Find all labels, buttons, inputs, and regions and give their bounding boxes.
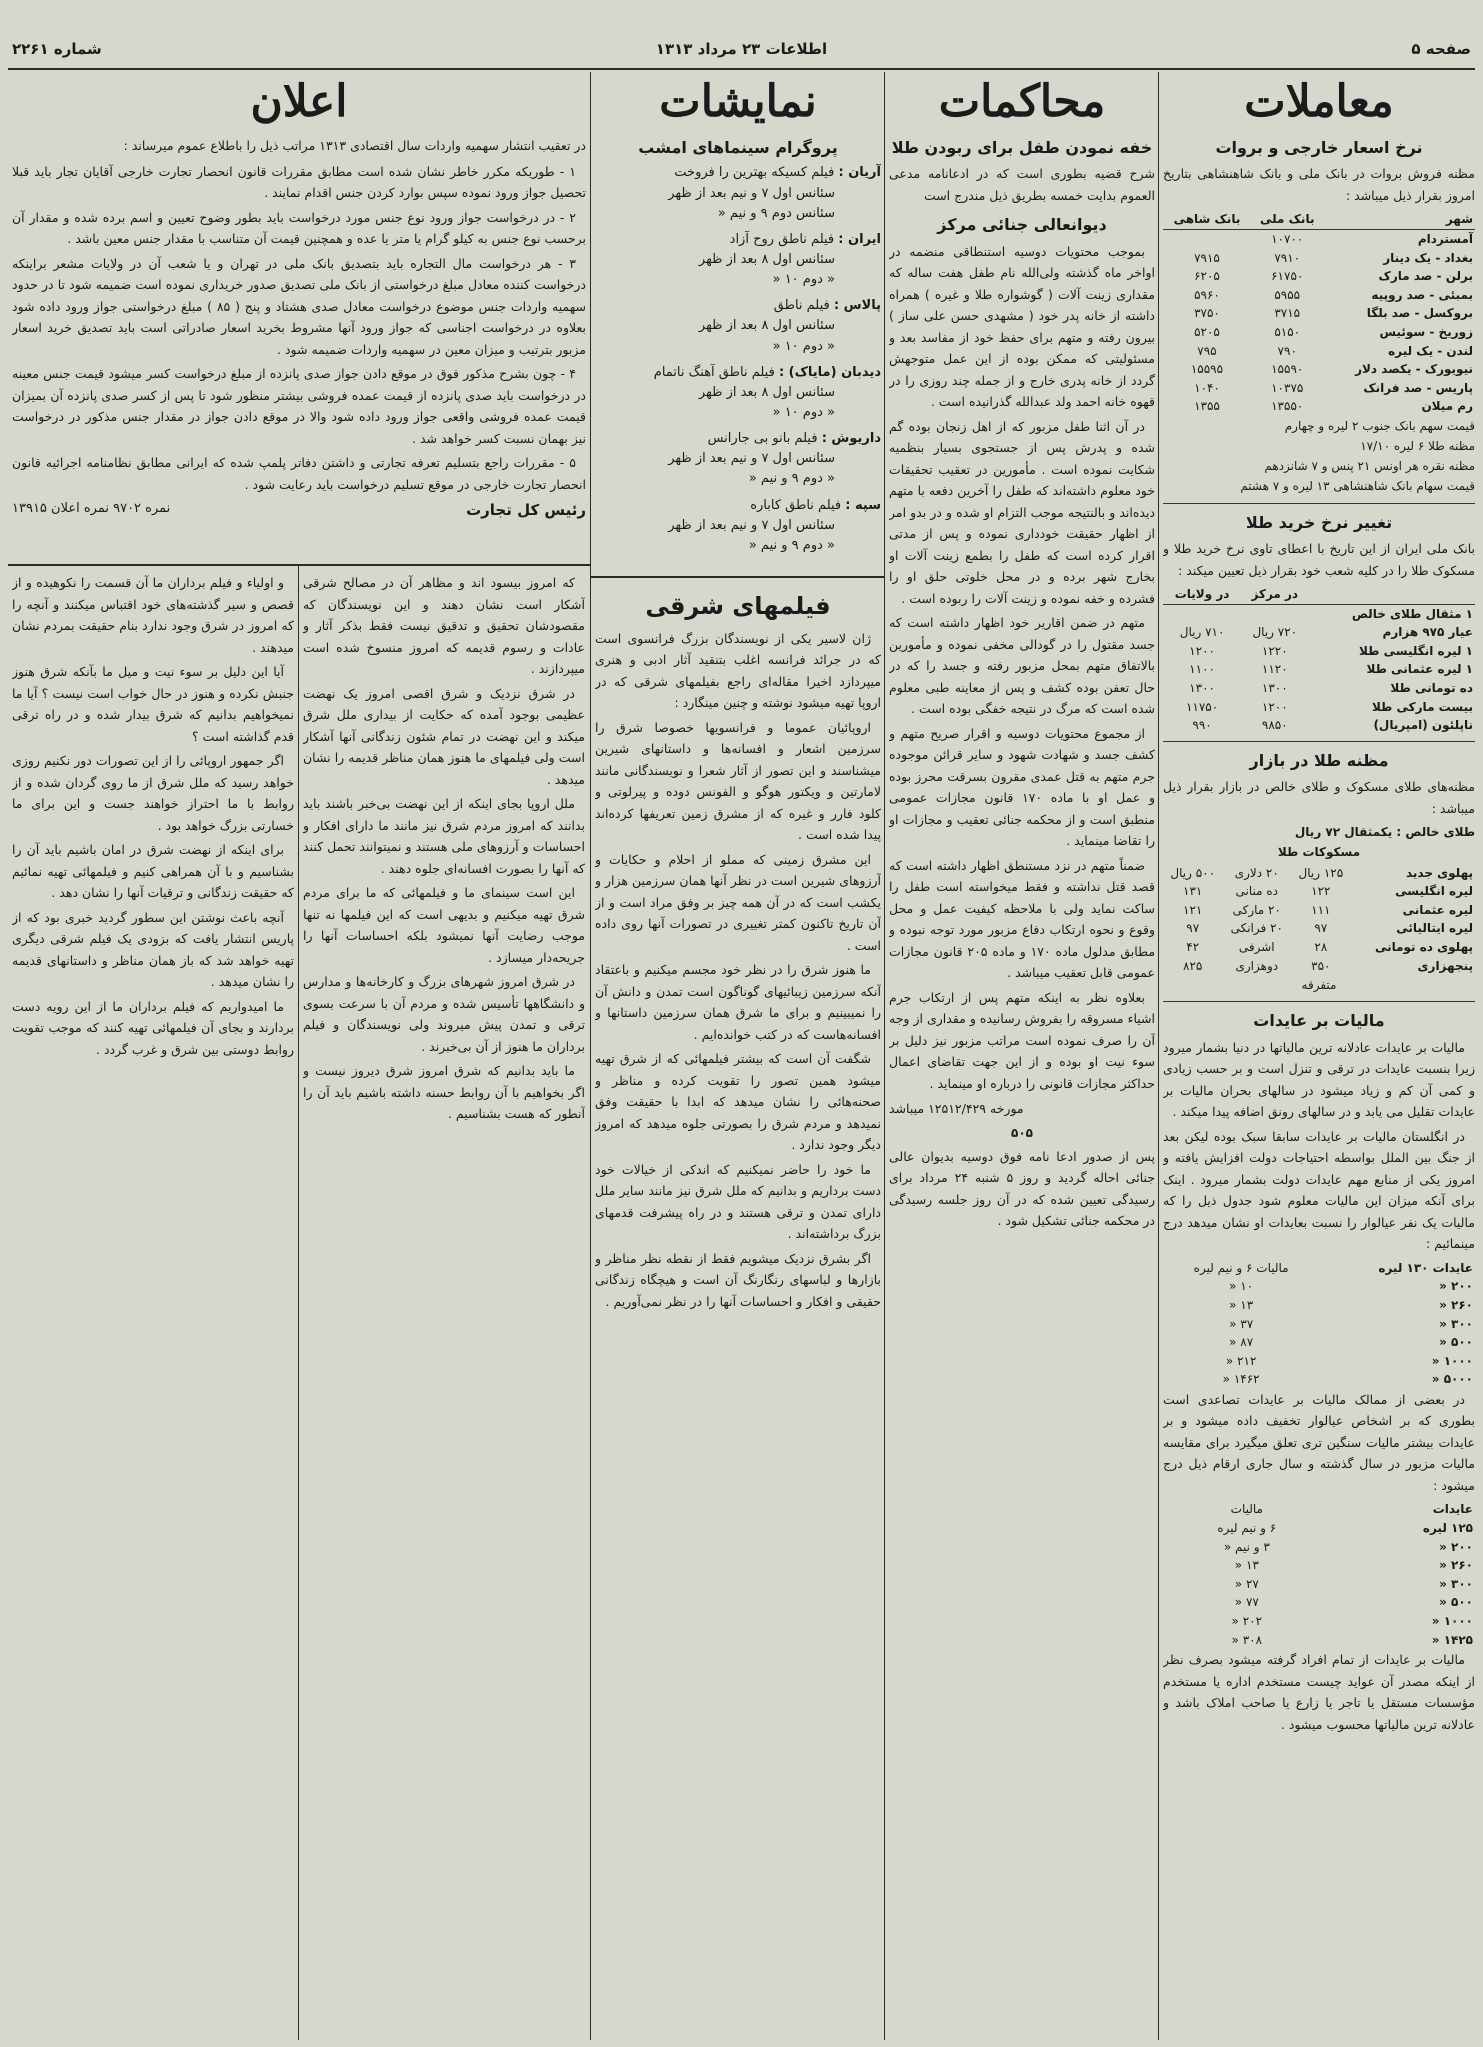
column-mohakemat (889, 72, 1155, 2040)
table-cell: نیویورک - یکصد دلار (1355, 362, 1473, 377)
table-cell: ۵۲۰۵ (1194, 324, 1220, 339)
table-cell: برلن - صد مارک (1378, 269, 1473, 284)
rates-row (1163, 397, 1475, 416)
session-first: سئانس اول ۸ بعد از ظهر (698, 384, 835, 400)
rates-row (1163, 360, 1475, 379)
table-cell: ۲۶۰ « (1439, 1558, 1473, 1573)
paragraph: ما باید بدانیم که شرق امروز شرق دیروز نیست و اگر بخواهیم با آن روابط حسنه داشته باشیم باید آن را آنطور که هست بشناسیم . (303, 1063, 585, 1121)
table-cell: ۱۴۶۲ « (1222, 1372, 1260, 1387)
cinema-name: سپه : (845, 497, 881, 513)
paragraph: ژان لاسیر یکی از نویسندگان بزرگ فرانسوی است که در جرائد فرانسه اغلب بتنقید آثار ادبی و هنری میپردازد اخیرا مقاله‌ای راجع بفیلمهای شرقی که در اروپا تهیه میشود نوشته و چنین مینگارد : (595, 630, 881, 711)
table-cell: ۱۰۴۰ (1194, 380, 1220, 395)
table-cell: ۱۰۰۰ « (1431, 1613, 1473, 1628)
table-cell: ۷۲۰ ریال (1252, 625, 1298, 640)
bazaar-intro: مظنه‌های طلای مسکوک و طلای خالص در بازار بقرار ذیل میباشد : (1163, 779, 1475, 816)
paragraph: در شرق امروز شهرهای بزرگ و کارخانه‌ها و مدارس و دانشگاهها تأسیس شده و مردم آن با سرعت بسوی ترقی و تمدن پیش میروند ولی نویسندگان و فیلم برداران ما هنوز از آن بی‌خبرند . (303, 974, 585, 1054)
session-second: « دوم ۹ و نیم « (748, 471, 835, 487)
header-rule (8, 68, 1475, 70)
table-cell: ۱۲۰۰ (1261, 699, 1288, 714)
coin-row (1163, 938, 1475, 957)
table-cell: ۷۱۰ ریال (1179, 625, 1225, 640)
cinema-entry (595, 429, 881, 489)
elan-number: نمره ۹۷۰۲ نمره اعلان ۱۳۹۱۵ (12, 501, 171, 516)
table-cell: بانک ملی (1251, 210, 1324, 229)
table-cell: ۲۱۲ « (1225, 1353, 1257, 1368)
column-namayesh (595, 72, 881, 574)
table-cell: ۱۱۰۰ (1189, 662, 1215, 677)
table-cell: ۱۴۲۵ « (1431, 1632, 1473, 1647)
table-cell: ۱۱۱ (1311, 902, 1331, 917)
case-body (889, 241, 1155, 1095)
divider (1163, 741, 1475, 742)
table-cell: پهلوی ده تومانی (1374, 939, 1473, 954)
table-cell: ۱۲۵ لیره (1422, 1520, 1473, 1535)
session-second: « دوم ۱۰ « (772, 338, 835, 354)
gold-row (1163, 679, 1475, 698)
paragraph: ۵ - مقررات راجع بتسلیم تعرفه تجارتی و داشتن دفاتر پلمپ شده که ایرانی مطابق نظامنامه اجرائیه قانون انحصار تجارت خارجی در موقع تسلیم درخواست باید رعایت شود . (12, 455, 586, 492)
table-cell: ۱۳۰۰ (1261, 681, 1288, 696)
table-cell: مالیات (1230, 1502, 1263, 1517)
table-cell: پنجهزاری (1417, 958, 1473, 973)
paragraph: ۳ - هر درخواست مال التجاره باید بتصدیق بانک ملی در تهران و یا شعب آن در ولایات مشعر براینکه درخواست کننده معادل مبلغ درخواستی از بانک ملی تصدیق صدور خریداری نموده است ضمیمه شود تا در حدود سهمیه واردات جنس موضوع درخواست معادل صدی هشتاد و پنج ( ۸۵ ) مبلغ درخواستی جواز ورود داده شود بعلاوه در درخواست اجناسی که جواز ورود آنها مشروط بخرید اسعار صادراتی است باید تصدیق خرید اسعار مزبور بترتیب و میزان معین در سهمیه واردات ضمیمه شود . (12, 255, 586, 357)
cinema-entry (595, 496, 881, 556)
coins-title: مسکوکات طلا (1277, 845, 1361, 860)
gold-header-row (1163, 585, 1475, 604)
column-rule (884, 72, 885, 2040)
table-cell: ۶۱۷۵۰ (1271, 269, 1304, 284)
table-cell: ۹۹۰ (1192, 718, 1212, 733)
rates-row (1163, 304, 1475, 323)
table-cell: ۷۹۱۵ (1194, 250, 1220, 265)
table-cell: ده تومانی طلا (1390, 681, 1473, 696)
rates-row (1163, 379, 1475, 398)
table-cell: ۱۲۲۰ (1261, 643, 1288, 658)
divider (1163, 1001, 1475, 1002)
cinema-entry (595, 230, 881, 290)
table-cell: ده منانی (1235, 884, 1279, 899)
elan-footer (12, 501, 586, 519)
table-cell (1163, 229, 1251, 248)
rates-row (1163, 229, 1475, 248)
tax-table-2 (1163, 1500, 1475, 1649)
paragraph: این مشرق زمینی که مملو از احلام و حکایات و آرزوهای شیرین است در نظر آنها همان سرزمین هزار و یکشب است که در آن همه چیز بر وفق مراد است و از آن تاریخ تاکنون کمتر تغییری در تصورات آنها روی داده است . (595, 851, 881, 953)
article-column-b (303, 572, 585, 2038)
table-cell: زوریخ - سوئیس (1379, 324, 1473, 339)
table-cell: ۲۰۰ « (1439, 1539, 1473, 1554)
table-cell: پاریس - صد فرانک (1363, 380, 1473, 395)
elan-signature: رئیس کل تجارت (466, 501, 586, 519)
table-cell: ۲۰۰ « (1439, 1279, 1473, 1294)
table-cell: ۱۲۲ (1311, 884, 1331, 899)
tax-row (1163, 1612, 1475, 1631)
session-first: سئانس اول ۷ و نیم بعد از ظهر (668, 451, 835, 467)
table-cell: آمستردام (1417, 231, 1473, 246)
table-cell: عایدات ۱۳۰ لیره (1378, 1260, 1473, 1275)
table-cell (1308, 585, 1475, 604)
table-cell: ۹۷ (1314, 921, 1328, 936)
paragraph: ما هنوز شرق را در نظر خود مجسم میکنیم و باعتقاد آنکه سرزمین زیبائیهای گوناگون است تمدن و دانش آن را نمیبینیم و برای ما شرق همان سرزمین داستانها و افسانه‌هاست که در کتب خوانده‌ایم . (595, 962, 881, 1042)
paragraph: ما امیدواریم که فیلم برداران ما از این رویه دست بردارند و بجای آن فیلمهائی تهیه کنند که موجب تقویت روابط دوستی بین شرق و غرب گردد . (12, 998, 294, 1057)
market-note: قیمت سهام بانک شاهنشاهی ۱۳ لیره و ۷ هشتم (1240, 479, 1475, 494)
session-first: سئانس اول ۷ و نیم بعد از ظهر (668, 517, 835, 533)
paragraph: در آن اثنا طفل مزبور که از اهل زنجان بوده گم شده و پدرش پس از جستجوی بسیار بنظمیه شکایت نموده است . مأمورین در تعقیب تحقیقات خود معلوم داشته‌اند که طفل را آخرین دفعه با متهم دیده‌اند و بالنتیجه موجب التزام او شده و در بدو امر از اظهار حقیقت خودداری نموده و پس از مدتی اقرار کرده است که طفل را بطمع زینت آلات او بخارج شهر برده و در محل خلوتی حلق او را فشرده و خفه نموده و زینت آلات را ربوده است . (889, 418, 1155, 606)
table-cell: ۱۱۷۵۰ (1185, 699, 1219, 714)
column-elan (12, 72, 586, 562)
rates-intro: مظنه فروش بروات در بانک ملی و بانک شاهنشاهی بتاریخ امروز بقرار ذیل میباشد : (1163, 166, 1475, 203)
market-notes (1163, 417, 1475, 497)
session-first: سئانس اول ۷ و نیم بعد از ظهر (668, 185, 835, 201)
table-cell: ۳۰۸ « (1231, 1632, 1263, 1647)
tax-row (1163, 1277, 1475, 1296)
table-cell: ۲۰ فرانکی (1230, 921, 1283, 936)
table-cell: ۱۰۳۷۵ (1271, 380, 1304, 395)
case-closing: پس از صدور ادعا نامه فوق دوسیه بدیوان عالی جنائی احاله گردید و روز ۵ شنبه ۲۴ مرداد برای رسیدگی تعیین شده که در آن روز جلسه رسیدگی در محکمه جنائی تشکیل شود . (889, 1148, 1155, 1229)
table-cell: ۱۱۲۰ (1261, 662, 1288, 677)
table-cell: ۲۰ دلاری (1234, 865, 1279, 880)
paragraph: آنچه باعث نوشتن این سطور گردید خبری بود که از پاریس انتشار یافت که بزودی یک فیلم شرقی دیگری تهیه خواهد شد که باز همان مناظر و داستانهای قدیمه را نشان میدهد . (12, 909, 294, 989)
table-cell: بانک شاهی (1163, 210, 1251, 229)
paragraph: متهم در ضمن اقاریر خود اظهار داشته است که جسد مقتول را در گودالی مخفی نموده و مأمورین بالاتفاق متهم بمحل مزبور رفته و جسد را که در حال تعفن بوده کشف و پس از معاینه طبی معلوم شده است که مرگ در نتیجه خفگی بوده است . (889, 615, 1155, 717)
table-cell: عایدات (1432, 1502, 1473, 1517)
table-cell: لیره انگلیسی (1395, 884, 1473, 899)
rates-row (1163, 323, 1475, 342)
film-name: فیلم بانو بی جارانس (707, 431, 818, 447)
paragraph: در انگلستان مالیات بر عایدات سابقا سبک بوده لیکن بعد از جنگ بین الملل بواسطه احتیاجات دولت افزایش یافته و امروز یکی از منابع مهم عایدات دولت بشمار میرود . اینک برای آنکه میزان این مالیات معلوم شود جدول ذیل را که مالیات یک نفر عیالوار را نسبت بعایدات او نشان میدهد درج مینمائیم : (1163, 1128, 1475, 1252)
paragraph: در شرق نزدیک و شرق اقصی امروز یک نهضت عظیمی بوجود آمده که حکایت از بیداری ملل شرق میکند و این نهضت در تمام شئون زندگانی آنها آشکار است ولی فیلمهای ما هنوز همان مناظر قدیمه را نشان میدهد . (303, 685, 585, 787)
table-cell: بروکسل - صد بلگا (1366, 306, 1473, 321)
table-cell: ۱۳ « (1229, 1297, 1254, 1312)
rates-row (1163, 249, 1475, 268)
case-title: خفه نمودن طفل برای ربودن طلا (891, 138, 1153, 157)
table-cell: ۷۹۵ (1197, 343, 1217, 358)
tax-row (1163, 1259, 1475, 1278)
table-cell: ۲۰ مارکی (1232, 902, 1281, 917)
paragraph: اروپائیان عموما و فرانسویها خصوصا شرق را سرزمین اشعار و افسانه‌ها و داستانهای شیرین میشناسند و این تصور از آثار شعرا و نویسندگانی مانند لامارتین و ویکتور هوگو و الفونس دوده و پیرلوتی و کلود فارر و غیره که از مشرق زمین تعریفها کرده‌اند پیدا شده است . (595, 719, 881, 843)
column-rule (590, 72, 591, 2040)
tax-title: مالیات بر عایدات (1253, 1011, 1385, 1031)
table-cell: ۵۰۰ ریال (1170, 865, 1216, 880)
table-cell (1163, 604, 1241, 623)
paragraph: برای اینکه از نهضت شرق در امان باشیم باید آن را بشناسیم و با آن همراهی کنیم و فیلمهائی تهیه نمائیم که حقیقت زندگانی و ترقیات آنها را نشان دهد . (12, 842, 294, 900)
rates-row (1163, 342, 1475, 361)
table-cell: لندن - یک لیره (1388, 343, 1473, 358)
table-cell: شهر (1324, 210, 1475, 229)
case-doc-number: مورخه ۱۲۵۱۲/۴۲۹ میباشد (889, 1101, 1024, 1117)
table-cell: بغداد - یک دینار (1383, 250, 1473, 265)
table-cell: رم میلان (1421, 399, 1473, 414)
table-cell: ۱ لیره انگلیسی طلا (1359, 643, 1473, 658)
paragraph: اگر بشرق نزدیک میشویم فقط از نقطه نظر مناظر و بازارها و لباسهای رنگارنگ آن است و هیچگاه زندگانی حقیقی و افکار و احساسات آنها را در نظر نمی‌آوریم . (595, 1250, 881, 1309)
table-cell: اشرفی (1238, 939, 1275, 954)
paragraph: بموجب محتویات دوسیه استنطاقی منضمه در اواخر ماه گذشته ولی‌الله نام طفل هفت ساله که مقداری زینت آلات ( گوشواره طلا و غیره ) همراه داشته از خانه پدر خود ( مشهدی حسن علی ساز ) بیرون رفته و متهم برای حفظ خود از مفاسد بعد و مسئولیتی که ممکن بوده از این عمل متوجهش گردد از خانه پدری خارج و از جمله چند روزی را در قهوه خانه احمد ولد عبدالله گذرانیده است . (889, 243, 1155, 410)
table-cell: ۵۹۶۰ (1194, 287, 1220, 302)
paragraph: ضمناً متهم در نزد مستنطق اظهار داشته است که قصد قتل نداشته و فقط میخواسته است طفل را ساکت نماید ولی با ملاحظه کیفیت عمل و محل وقوع و نحوه ارتکاب دفاع مزبور مورد توجه نبوده و مطابق مدلول ماده ۱۷۰ و ماده ۲۰۵ قانون مجازات عمومی قابل تعقیب میباشد . (889, 857, 1155, 981)
table-cell: ۸۷ « (1229, 1335, 1254, 1350)
table-cell (1241, 604, 1308, 623)
coin-row (1163, 957, 1475, 976)
paragraph: اگر جمهور اروپائی را از این تصورات دور نکنیم روزی خواهد رسید که ملل شرق از ما روی گردان شده و از روابط با ما احتراز خواهند جست و این برای ما خسارتی بزرگ خواهد بود . (12, 753, 294, 833)
issue-number: شماره ۲۲۶۱ (12, 40, 102, 58)
session-first: سئانس اول ۸ بعد از ظهر (698, 251, 835, 267)
table-cell: ۱۳ « (1234, 1558, 1259, 1573)
tax-row (1163, 1500, 1475, 1519)
table-cell: ۳۰۰ « (1439, 1316, 1473, 1331)
section-rule (590, 576, 884, 578)
market-note: قیمت سهم بانک جنوب ۲ لیره و چهارم (1284, 418, 1475, 433)
cinema-entry (595, 363, 881, 423)
gold-row (1163, 623, 1475, 642)
tax-row (1163, 1631, 1475, 1650)
table-cell: ۱۵۵۹۵ (1190, 362, 1224, 377)
tax-row (1163, 1333, 1475, 1352)
table-cell: در ولایات (1163, 585, 1241, 604)
cinema-name: پالاس : (833, 298, 881, 314)
tax-table-1 (1163, 1259, 1475, 1389)
tax-row (1163, 1296, 1475, 1315)
tax-text (1163, 1037, 1475, 1255)
cinema-name: آریان : (838, 165, 881, 181)
court-title: دیوانعالی جنائی مرکز (937, 215, 1107, 235)
coin-row (1163, 901, 1475, 920)
table-cell: ۱۲۰۰ (1189, 643, 1215, 658)
tax-row (1163, 1370, 1475, 1389)
paragraph: ما خود را حاضر نمیکنیم که اندکی از خیالات خود دست برداریم و بدانیم که ملل شرق نیز مانند سایر ملل دارای تمدن و ترقی هستند و در راه پیشرفت قدمهای بزرگ برداشته‌اند . (595, 1161, 881, 1242)
table-cell: مالیات ۶ و نیم لیره (1193, 1260, 1289, 1275)
tax-text-3 (1163, 1649, 1475, 1735)
table-cell: ۱۰۷۰۰ (1271, 231, 1304, 246)
paragraph: بعلاوه نظر به اینکه متهم پس از ارتکاب جرم اشیاء مسروقه را بفروش رسانیده و مقداری از وجه آن را صرف نموده است مراتب مزبور نیز دلیل بر سوء نیت او بوده و از این جهت تقاضای اعمال حداکثر مجازات قانونی را درباره او مینماید . (889, 989, 1155, 1091)
table-cell: دوهزاری (1235, 958, 1279, 973)
table-cell: پهلوی جدید (1405, 865, 1473, 880)
paragraph: آیا این دلیل بر سوء نیت و میل ما بآنکه شرق هنوز جنبش نکرده و هنوز در حال خواب است نیست ؟ آیا ما نمیخواهیم بدانیم که شرق بیدار شده و در راه ترقی قدم گذاشته است ؟ (12, 664, 294, 744)
page-number: صفحه ۵ (1411, 40, 1471, 58)
rates-table (1163, 210, 1475, 416)
paragraph: و اولیاء و فیلم برداران ما آن قسمت را نکوهیده و از قصص و سیر گذشته‌های خود اقتباس میکنند و آنچه را که امروز در شرق وجود ندارد بنام حقیقت بمردم نشان میدهند . (12, 575, 294, 655)
table-cell: ۵۱۵۰ (1274, 324, 1301, 339)
paragraph: ۴ - چون بشرح مذکور فوق در موقع دادن جواز صدی پانزده از مبلغ درخواست کسر میشود قیمت جنس معینه در درخواست باید صدی پانزده از قیمت عمده فروشی بیشتر منظور شود تا پس از کسر صدی پانزده آن بمیزان قیمت عمده فروشی واقعی جواز ورود داده شود والا در موقع دادن جواز در مقدار جنس مذکور در درخواست نیز بهمان نسبت کسر خواهد شد . (12, 366, 586, 446)
session-second: « دوم ۹ و نیم « (748, 537, 835, 553)
gold-row (1163, 716, 1475, 735)
cinema-name: ایران : (838, 231, 881, 247)
section-title-elan: اعلان (250, 76, 348, 127)
elan-intro: در تعقیب انتشار سهمیه واردات سال اقتصادی ۱۳۱۳ مراتب ذیل را باطلاع عموم میرساند : (123, 138, 586, 153)
article-title: فیلمهای شرقی (645, 592, 831, 620)
table-cell: ۹۸۵۰ (1261, 718, 1288, 733)
rates-header-row (1163, 210, 1475, 229)
table-cell: ۳۷۱۵ (1274, 306, 1301, 321)
table-cell: ۷۷ « (1234, 1595, 1259, 1610)
paragraph: ۲ - در درخواست جواز ورود نوع جنس مورد درخواست باید بطور وضوح تعیین و اسم برده شده و مقدار آن برحسب نوع جنس به کیلو گرام یا متر یا عده و همچنین قیمت آن متناسب با مقدار جنس معین باشد . (12, 209, 586, 246)
section-title-muamelat: معاملات (1244, 76, 1394, 127)
table-cell: ۲۶۰ « (1439, 1297, 1473, 1312)
table-cell: ۳۷ « (1229, 1316, 1254, 1331)
coin-row (1163, 864, 1475, 883)
tax-row (1163, 1315, 1475, 1334)
tax-row (1163, 1593, 1475, 1612)
tax-row (1163, 1538, 1475, 1557)
tax-text-2 (1163, 1389, 1475, 1497)
table-cell: ۳ و نیم « (1223, 1539, 1270, 1554)
gold-title: تغییر نرخ خرید طلا (1245, 512, 1393, 532)
film-name: فیلم ناطق (773, 298, 830, 314)
market-note: مظنه نقره هر اونس ۲۱ پنس و ۷ شانزدهم (1264, 459, 1475, 474)
cinema-name: دیدبان (مایاک) : (778, 364, 881, 380)
paragraph: این است سینمای ما و فیلمهائی که ما برای مردم شرق تهیه میکنیم و بدیهی است که این فیلمها نه تنها موجب رضایت آنها نمیشود بلکه احساسات آنها را جریحه‌دار میسازد . (303, 885, 585, 965)
table-cell: بمبئی - صد روپیه (1371, 287, 1473, 302)
column-rule (1158, 72, 1159, 2040)
rates-row (1163, 267, 1475, 286)
section-title-mohakemat: محاکمات (938, 76, 1106, 127)
bazaar-title: مظنه طلا در بازار (1249, 750, 1389, 770)
table-cell: ۷۹۰ (1277, 343, 1297, 358)
coin-row (1163, 919, 1475, 938)
table-cell: بیست مارکی طلا (1371, 699, 1473, 714)
paragraph: که امروز بیسود اند و مظاهر آن در مصالح شرقی آشکار است نشان دهند و این نویسندگان که مقصودشان تحقیق و تدقیق نیست فقط بذکر آثار و عادات و رسوم قدیمه که امروز منسوخ شده است میپردازند . (303, 575, 585, 676)
film-name: فیلم ناطق روح آزاد (729, 231, 835, 247)
section-rule (8, 564, 590, 566)
paper-date: اطلاعات ۲۳ مرداد ۱۳۱۳ (655, 40, 828, 58)
table-cell: ۱۳۵۵۰ (1271, 399, 1304, 414)
article-body-a (595, 628, 881, 1313)
rates-row (1163, 286, 1475, 305)
coins-table (1163, 864, 1475, 976)
table-cell: در مرکز (1241, 585, 1308, 604)
page-header (12, 40, 1471, 66)
pure-gold-price: طلای خالص : یکمثقال ۷۲ ریال (1294, 825, 1475, 840)
coin-row (1163, 882, 1475, 901)
gold-row (1163, 660, 1475, 679)
table-cell: ناپلئون (امپریال) (1373, 718, 1473, 733)
table-cell: ۶۲۰۵ (1194, 269, 1220, 284)
article-column-a (595, 582, 881, 2038)
table-cell: ۲۰۲ « (1231, 1613, 1263, 1628)
tax-row (1163, 1519, 1475, 1538)
column-muamelat (1163, 72, 1475, 2040)
table-cell: لیره عثمانی (1402, 902, 1473, 917)
table-cell: لیره ایتالیائی (1396, 921, 1473, 936)
table-cell: ۵۰۰۰ « (1431, 1372, 1473, 1387)
table-cell: ۶ و نیم لیره (1217, 1520, 1277, 1535)
session-second: سئانس دوم ۹ و نیم « (717, 205, 835, 221)
case-intro: شرح قضیه بطوری است که در ادعانامه مدعی العموم بدایت خمسه بطریق ذیل مندرج است (889, 166, 1155, 203)
paragraph: از مجموع محتویات دوسیه و اقرار صریح متهم و کشف جسد و شهادت شهود و سایر قرائن موجوده جرم متهم به قتل عمدی مقرون بسرقت محرز بوده و عمل او با ماده ۱۷۰ قانون مجازات عمومی منطبق است و از محکمه جنائی تعقیب و مجازات او را تقاضا مینماید . (889, 725, 1155, 849)
rates-title: نرخ اسعار خارجی و بروات (1215, 138, 1423, 157)
session-second: « دوم ۱۰ « (772, 404, 835, 420)
table-cell: ۳۰۰ « (1439, 1576, 1473, 1591)
gold-row (1163, 698, 1475, 717)
divider (1163, 503, 1475, 504)
session-second: « دوم ۱۰ « (772, 272, 835, 288)
cinema-name: داریوش : (821, 431, 881, 447)
table-cell: عیار ۹۷۵ هزارم (1382, 625, 1473, 640)
table-cell: ۱ لیره عثمانی طلا (1366, 662, 1473, 677)
session-first: سئانس اول ۸ بعد از ظهر (698, 318, 835, 334)
film-name: فیلم ناطق آهنگ ناتمام (653, 364, 775, 380)
gold-table (1163, 585, 1475, 735)
film-name: فیلم ناطق کاباره (750, 497, 842, 513)
table-cell: ۱۰۰۰ « (1431, 1353, 1473, 1368)
cinema-program-title: پروگرام سینماهای امشب (638, 138, 838, 157)
paragraph: در بعضی از ممالک مالیات بر عایدات تصاعدی است بطوری که بر اشخاص عیالوار تخفیف داده میشود و بر عایدات بیشتر مالیات سنگین تری تعلق میگیرد برای مقایسه مالیات مزبور در سال گذشته و سال جاری ارقام ذیل درج میشود : (1163, 1391, 1475, 1493)
market-note: مظنه طلا ۶ لیره ۱۷/۱۰ (1360, 439, 1475, 454)
table-cell: ۱۵۵۹۰ (1271, 362, 1304, 377)
paragraph: ۱ - طوریکه مکرر خاطر نشان شده است مطابق مقررات قانون انحصار تجارت خارجی آقایان تجار باید قبلا تحصیل جواز ورود نموده سپس بوارد کردن جنس اقدام نمایند . (12, 163, 586, 200)
paragraph: ملل اروپا بجای اینکه از این نهضت بی‌خبر باشند باید بدانند که امروز مردم شرق نیز مانند ما دارای افکار و احساسات و آرزوهای ملی هستند و نمیتوانند تحمل کنند که آنها را بصورت افسانه‌ای جلوه دهند . (303, 796, 585, 876)
table-cell: ۳۵۰ (1311, 958, 1331, 973)
section-title-namayesh: نمایشات (659, 76, 817, 127)
table-cell: ۵۰۰ « (1439, 1335, 1473, 1350)
tax-row (1163, 1575, 1475, 1594)
paragraph: مالیات بر عایدات عادلانه ترین مالیاتها در دنیا بشمار میرود زیرا بنسبت عایدات در ترقی و تنزل است و بر حسب زیادی و کمی آن کم و زیاد میشود در سالهای بحران مالیات بر عایدات تقلیل می یابد و در سالهای رونق اضافه پیدا میکند . (1163, 1039, 1475, 1120)
table-cell: ۱۳۵۵ (1194, 399, 1220, 414)
case-mark: ۵۰۵ (1011, 1125, 1033, 1140)
tax-row (1163, 1556, 1475, 1575)
table-cell: ۲۷ « (1234, 1576, 1259, 1591)
table-cell: ۱۲۵ ریال (1298, 865, 1344, 880)
table-cell: ۱ مثقال طلای خالص (1351, 606, 1473, 621)
elan-items (12, 161, 586, 496)
cinema-entry (595, 163, 881, 223)
article-body-c (12, 572, 294, 1060)
gold-intro: بانک ملی ایران از این تاریخ با اعطای تاوی نرخ خرید طلا و مسکوک طلا را در کلیه شعب خود بقرار ذیل تعیین میکند : (1163, 541, 1475, 578)
table-cell: ۹۷ (1186, 921, 1200, 936)
table-cell: ۱۲۱ (1183, 902, 1203, 917)
table-cell: ۴۲ (1186, 939, 1200, 954)
table-cell: ۱۳۱ (1183, 884, 1203, 899)
paragraph: شگفت آن است که بیشتر فیلمهائی که از شرق تهیه میشود همین تصور را تقویت کرده و مناظر و صحنه‌هائی را نشان میدهد که ابدا با حقیقت وفق نمیدهد و مردم شرق را بصورتی جلوه میدهد که امروز دیگر وجود ندارد . (595, 1051, 881, 1153)
table-cell: ۳۷۵۰ (1194, 306, 1220, 321)
column-rule (298, 566, 299, 2040)
table-cell: ۲۸ (1314, 939, 1328, 954)
misc-label: متفرقه (1301, 978, 1337, 993)
article-column-c (12, 572, 294, 2038)
film-name: فیلم کسیکه بهترین را فروخت (674, 165, 835, 181)
gold-row (1163, 642, 1475, 661)
table-cell: ۵۰۰ « (1439, 1595, 1473, 1610)
table-cell: ۷۹۱۰ (1274, 250, 1301, 265)
tax-row (1163, 1352, 1475, 1371)
article-body-b (303, 572, 585, 1125)
table-cell: ۱۰ « (1229, 1279, 1254, 1294)
paragraph: مالیات بر عایدات از تمام افراد گرفته میشود بصرف نظر از اینکه مصدر آن عواید چیست مستخدم اداره یا مستخدم مؤسسات مستقل یا تاجر یا زارع یا صاحب املاک باشد و عادلانه ترین مالیاتها محسوب میشود . (1163, 1652, 1475, 1732)
table-cell: ۱۳۰۰ (1189, 681, 1215, 696)
table-cell: ۸۲۵ (1183, 958, 1203, 973)
table-cell: ۵۹۵۵ (1274, 287, 1301, 302)
cinema-entry (595, 296, 881, 356)
gold-row (1163, 604, 1475, 623)
